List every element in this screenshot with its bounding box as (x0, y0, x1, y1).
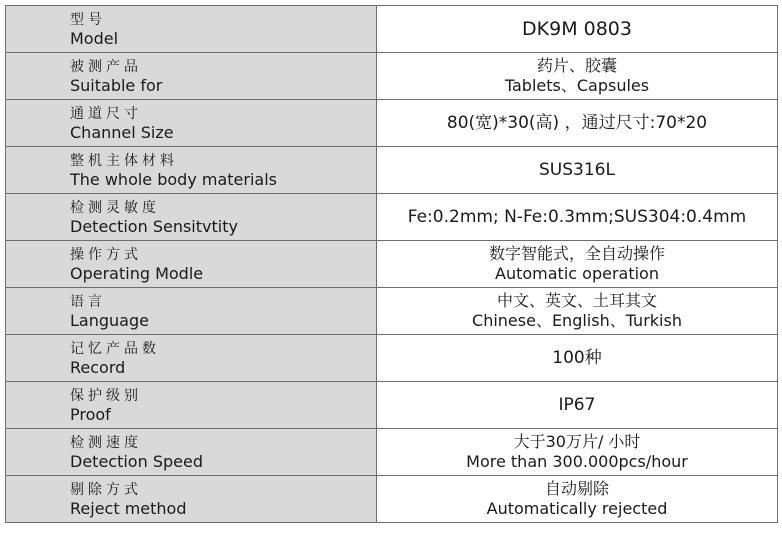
spec-value-zh: 药片、胶囊 (536, 56, 617, 75)
spec-label-en: The whole body materials (70, 169, 278, 189)
spec-value-cell (377, 53, 778, 100)
spec-row-language (6, 288, 778, 335)
spec-label-en: Reject method (70, 498, 187, 518)
spec-label-en: Proof (70, 404, 111, 424)
spec-label-en: Channel Size (70, 122, 174, 142)
spec-value: IP67 (558, 395, 596, 415)
spec-label-zh: 整机主体材料 (70, 152, 178, 169)
spec-value-zh: 自动剔除 (544, 479, 609, 498)
spec-label-cell (6, 194, 377, 241)
spec-value-zh: 大于30万片/ 小时 (513, 432, 641, 451)
spec-value-cell (377, 194, 778, 241)
spec-row-channel-size (6, 100, 778, 147)
spec-value: 100种 (552, 348, 602, 368)
spec-value-zh: 数字智能式，全自动操作 (488, 244, 665, 263)
spec-label-en: Detection Speed (70, 451, 203, 471)
spec-value-en: Automatically rejected (486, 499, 668, 518)
spec-label-en: Language (70, 310, 149, 330)
spec-value: DK9M 0803 (522, 18, 632, 40)
spec-row-suitable-for (6, 53, 778, 100)
spec-value-en: More than 300.000pcs/hour (466, 452, 688, 471)
spec-label-zh: 通道尺寸 (70, 105, 142, 122)
spec-row-record (6, 335, 778, 382)
spec-label-zh: 剔除方式 (70, 481, 142, 498)
spec-label-en: Model (70, 28, 119, 48)
spec-label-zh: 语言 (70, 293, 106, 310)
spec-label-en: Detection Sensitvtity (70, 216, 238, 236)
spec-value: 80(宽)*30(高) ，通过尺寸:70*20 (446, 113, 708, 133)
spec-label-en: Suitable for (70, 75, 163, 95)
spec-value: Fe:0.2mm; N-Fe:0.3mm;SUS304:0.4mm (407, 207, 747, 227)
spec-label-cell (6, 335, 377, 382)
spec-label-cell (6, 241, 377, 288)
spec-table (5, 5, 778, 523)
spec-value-cell (377, 100, 778, 147)
spec-row-proof (6, 382, 778, 429)
spec-value: SUS316L (539, 160, 615, 180)
spec-row-model (6, 6, 778, 53)
spec-label-zh: 操作方式 (70, 246, 142, 263)
spec-row-detection-sensitivity (6, 194, 778, 241)
spec-label-zh: 被测产品 (70, 58, 142, 75)
spec-value-en: Chinese、English、Turkish (472, 311, 682, 330)
spec-label-zh: 型号 (70, 11, 106, 28)
spec-value-cell (377, 335, 778, 382)
spec-label-cell (6, 100, 377, 147)
spec-value-cell (377, 147, 778, 194)
spec-value-cell (377, 6, 778, 53)
spec-label-cell (6, 476, 377, 523)
spec-row-body-materials (6, 147, 778, 194)
spec-label-en: Operating Modle (70, 263, 204, 283)
spec-value-cell (377, 288, 778, 335)
spec-value-zh: 中文、英文、土耳其文 (496, 291, 657, 310)
spec-label-zh: 检测速度 (70, 434, 142, 451)
spec-value-en: Automatic operation (495, 264, 659, 283)
spec-value-cell (377, 429, 778, 476)
spec-label-en: Record (70, 357, 126, 377)
spec-label-cell (6, 382, 377, 429)
spec-value-cell (377, 382, 778, 429)
spec-value-cell (377, 241, 778, 288)
spec-label-cell (6, 53, 377, 100)
spec-label-zh: 保护级别 (70, 387, 142, 404)
spec-label-cell (6, 429, 377, 476)
spec-value-en: Tablets、Capsules (504, 76, 650, 95)
spec-label-zh: 检测灵敏度 (70, 199, 160, 216)
spec-row-reject-method (6, 476, 778, 523)
spec-label-cell (6, 6, 377, 53)
spec-label-cell (6, 288, 377, 335)
spec-value-cell (377, 476, 778, 523)
spec-label-zh: 记忆产品数 (70, 340, 160, 357)
spec-row-detection-speed (6, 429, 778, 476)
spec-row-operating-mode (6, 241, 778, 288)
spec-label-cell (6, 147, 377, 194)
